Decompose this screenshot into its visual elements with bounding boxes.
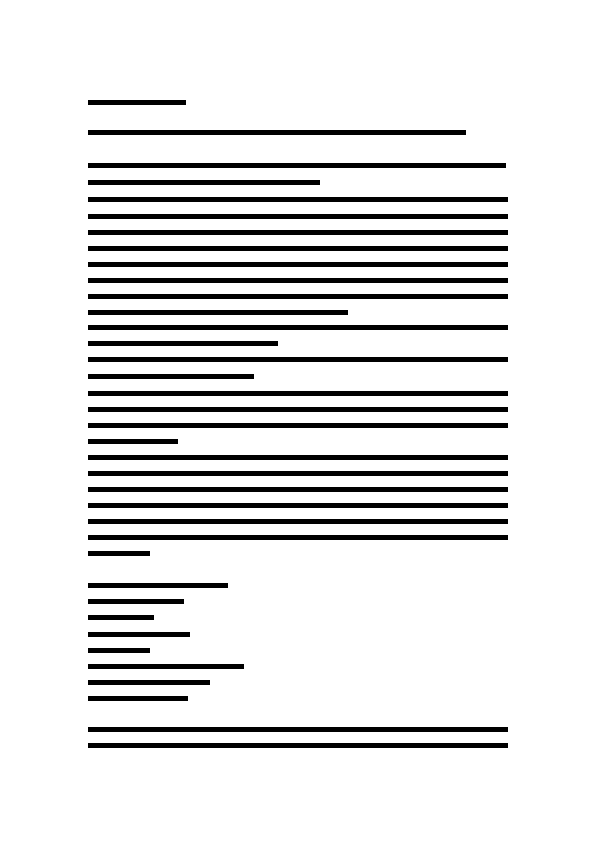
paragraph-line xyxy=(88,455,508,460)
paragraph-line xyxy=(88,407,508,412)
list-item xyxy=(88,615,154,620)
paragraph-line xyxy=(88,743,508,748)
paragraph-line xyxy=(88,519,508,524)
paragraph-line xyxy=(88,727,508,732)
paragraph-line xyxy=(88,471,508,476)
paragraph-line xyxy=(88,341,278,346)
paragraph-line xyxy=(88,214,508,219)
paragraph-line xyxy=(88,325,508,330)
title-text-bar xyxy=(88,130,466,135)
paragraph-line xyxy=(88,230,508,235)
paragraph-line xyxy=(88,439,178,444)
list-item xyxy=(88,632,190,637)
paragraph-line xyxy=(88,374,254,379)
list-item xyxy=(88,583,228,588)
paragraph-line xyxy=(88,487,508,492)
paragraph-line xyxy=(88,278,508,283)
paragraph-line xyxy=(88,197,508,202)
list-item xyxy=(88,648,150,653)
paragraph-line xyxy=(88,391,508,396)
paragraph-line xyxy=(88,357,508,362)
paragraph-line xyxy=(88,551,150,556)
list-item xyxy=(88,664,244,669)
paragraph-line xyxy=(88,294,508,299)
paragraph-line xyxy=(88,180,320,185)
paragraph-line xyxy=(88,246,508,251)
header-text-bar xyxy=(88,100,186,105)
list-item xyxy=(88,599,184,604)
paragraph-line xyxy=(88,163,506,168)
paragraph-line xyxy=(88,503,508,508)
paragraph-line xyxy=(88,423,508,428)
list-item xyxy=(88,680,210,685)
paragraph-line xyxy=(88,535,508,540)
paragraph-line xyxy=(88,310,348,315)
paragraph-line xyxy=(88,262,508,267)
list-item xyxy=(88,696,188,701)
